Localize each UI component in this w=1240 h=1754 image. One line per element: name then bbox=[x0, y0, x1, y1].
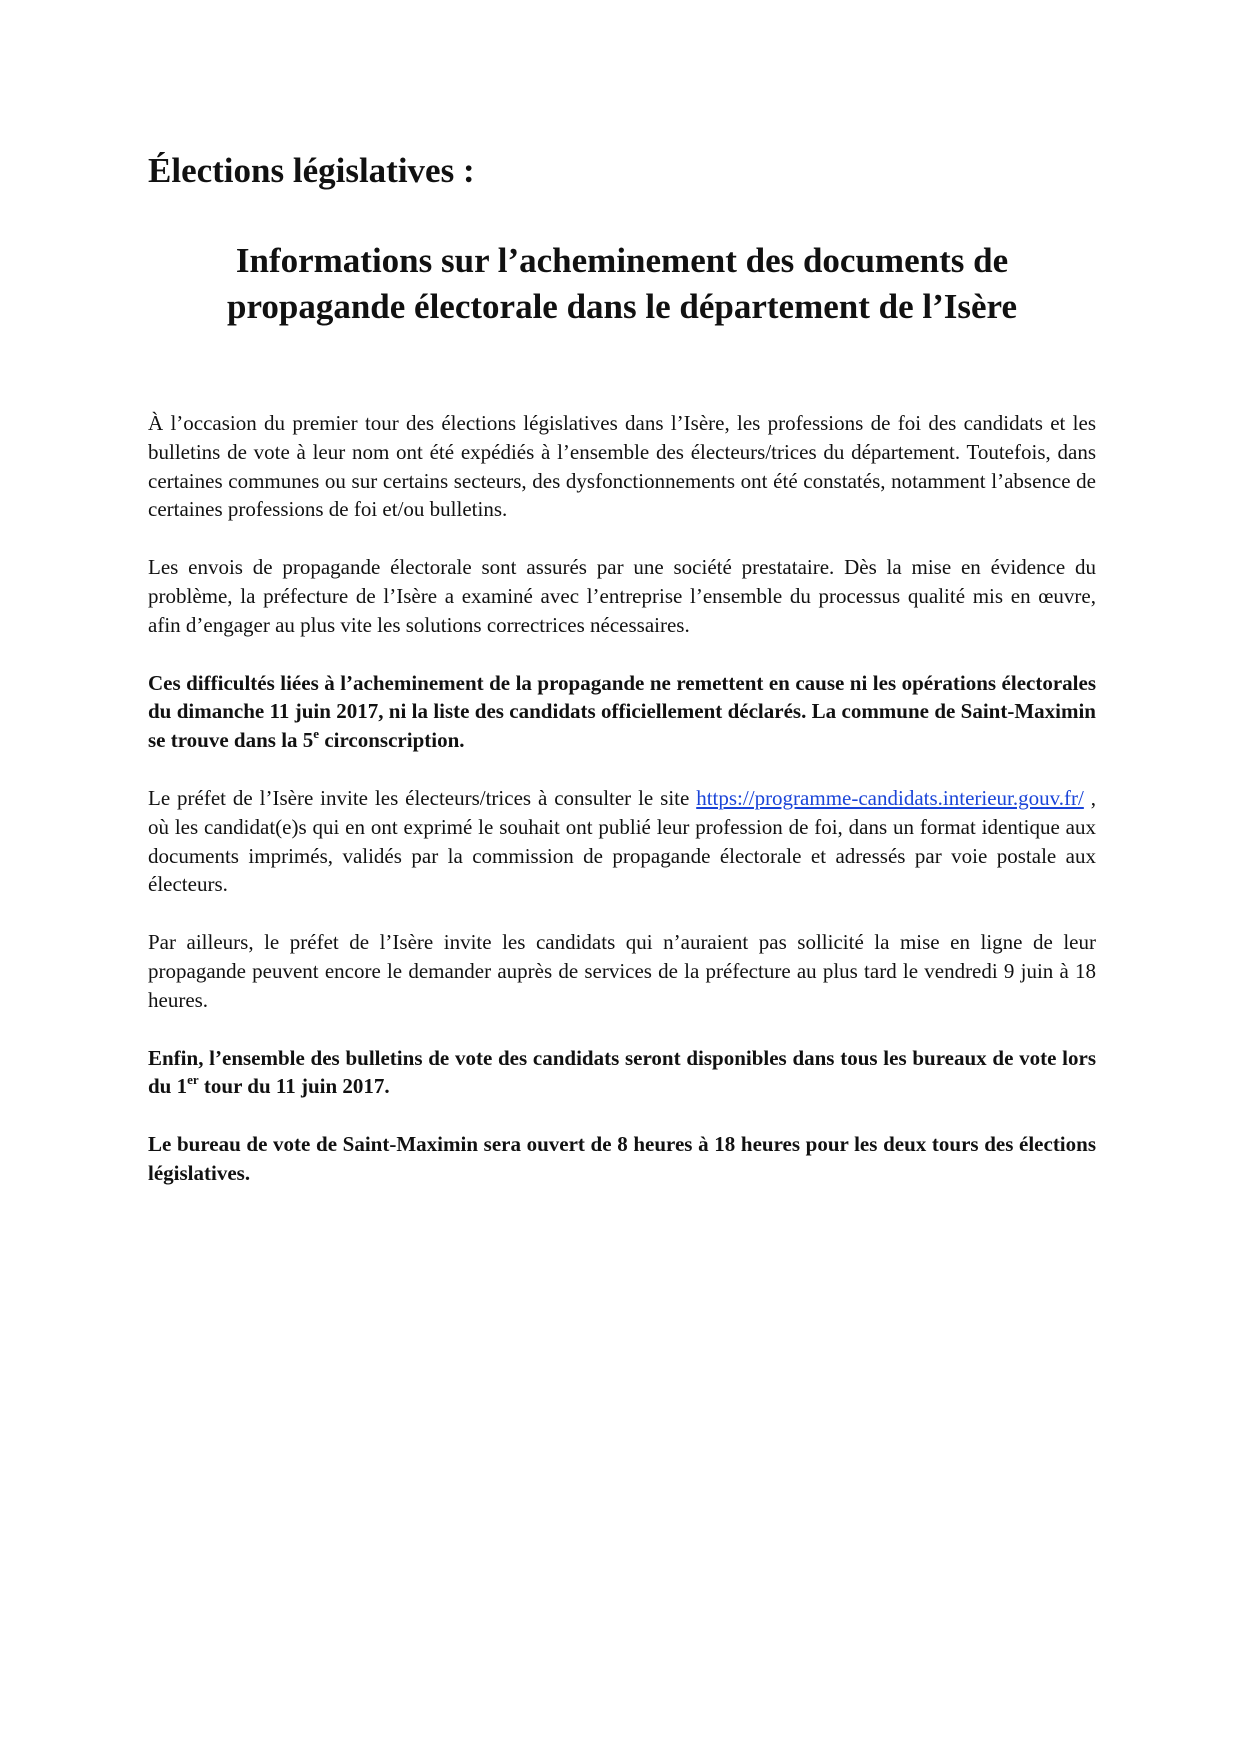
programme-candidats-link[interactable]: https://programme-candidats.interieur.gouv.fr/ bbox=[696, 785, 1084, 810]
paragraph-website-before: Le préfet de l’Isère invite les électeurs/trices à consulter le site bbox=[148, 785, 697, 810]
subtitle-line-2: propagande électorale dans le département de l’Isère bbox=[227, 287, 1017, 326]
subtitle-line-1: Informations sur l’acheminement des documents de bbox=[235, 241, 1009, 280]
paragraph-website bbox=[148, 784, 1096, 899]
page-title: Élections législatives : bbox=[148, 151, 475, 190]
superscript-er: er bbox=[187, 1072, 199, 1088]
paragraph-dysfunctions: À l’occasion du premier tour des élections législatives dans l’Isère, les professions de foi des candidats et les bulletins de vote à leur nom ont été expédiés à l’ensemble des électeurs/trices du département. Toutefois, dans certaines communes ou sur certains secteurs, des dysfonctionnements ont été constatés, notamment l’absence de certaines professions de foi et/ou bulletins. bbox=[148, 411, 1096, 522]
paragraph-electoral-operations-text: Ces difficultés liées à l’acheminement de la propagande ne remettent en cause ni les opérations électorales du dimanche 11 juin 2017, ni la liste des candidats officiellement déclarés. La commune de Saint-Maximin se trouve dans la 5 bbox=[148, 670, 1096, 753]
document-body bbox=[148, 409, 1096, 1217]
paragraph-ballots-end: tour du 11 juin 2017. bbox=[198, 1074, 390, 1099]
superscript-e: e bbox=[313, 726, 320, 742]
paragraph-electoral-operations bbox=[148, 669, 1096, 755]
paragraph-ballots-available bbox=[148, 1044, 1096, 1102]
paragraph-ballots-text: Enfin, l’ensemble des bulletins de vote des candidats seront disponibles dans tous les bureaux de vote lors du 1 bbox=[148, 1045, 1096, 1099]
document-subtitle bbox=[148, 238, 1096, 330]
paragraph-online-request: Par ailleurs, le préfet de l’Isère invite les candidats qui n’auraient pas sollicité la mise en ligne de leur propagande peuvent encore le demander auprès de services de la préfecture au plus tard le vendredi 9 juin à 18 heures. bbox=[148, 930, 1096, 1012]
paragraph-electoral-operations-end: circonscription. bbox=[319, 728, 465, 753]
paragraph-website-after: , où les candidat(e)s qui en ont exprimé le souhait ont publié leur profession de foi, dans un format identique aux documents imprimés, validés par la commission de propagande électorale et adressés par voie postale aux électeurs. bbox=[148, 785, 1096, 897]
paragraph-provider: Les envois de propagande électorale sont assurés par une société prestataire. Dès la mise en évidence du problème, la préfecture de l’Isère a examiné avec l’entreprise l’ensemble du processus qualité mis en œuvre, afin d’engager au plus vite les solutions correctrices nécessaires. bbox=[148, 555, 1096, 637]
paragraph-opening-hours: Le bureau de vote de Saint-Maximin sera ouvert de 8 heures à 18 heures pour les deux tours des élections législatives. bbox=[148, 1132, 1096, 1185]
